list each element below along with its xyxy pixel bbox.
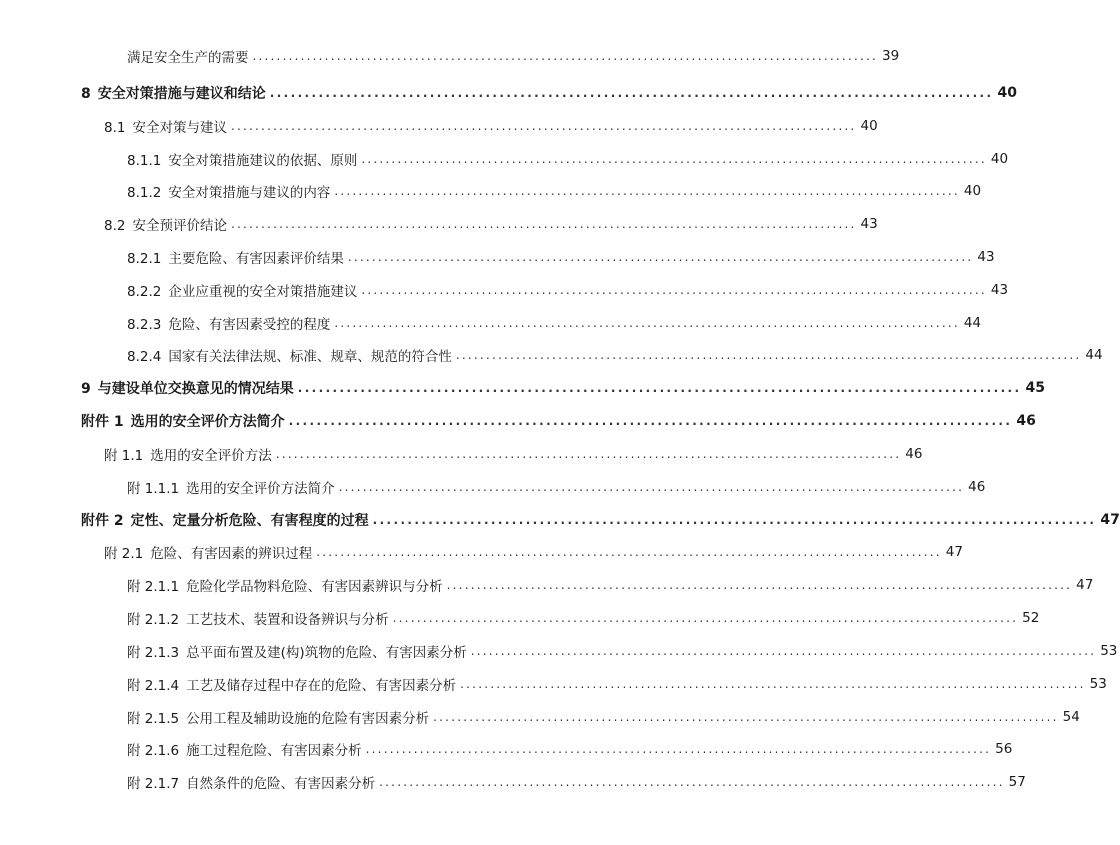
toc-leader-dots: ........................................................................................................ [230,119,857,133]
toc-entry-title: 工艺技术、装置和设备辨识与分析 [186,612,389,628]
toc-leader-dots: ........................................................................................................ [316,545,942,559]
toc-entry-number: 8.2.4 [127,349,162,365]
toc-leader-dots: ........................................................................................................ [230,217,857,231]
toc-entry-page: 43 [990,282,1009,298]
toc-entry-number: 8.2.3 [127,317,162,333]
toc-leader-dots: ........................................................................................................ [460,677,1086,691]
toc-entry-title: 安全对策措施与建议的内容 [168,185,331,201]
toc-entry-appendix-2-1-1[interactable] [127,572,1094,598]
toc-entry-appendix-1-1-1[interactable] [127,474,986,500]
toc-entry-number: 8.1 [104,120,126,136]
toc-entry-appendix-2-1-2[interactable] [127,605,1040,631]
toc-entry-section-8-2-4[interactable] [127,342,1103,368]
toc-entry-appendix-2-1-4[interactable] [127,671,1107,697]
toc-leader-dots: ........................................................................................................ [372,513,1097,527]
toc-entry-number: 9 [81,381,91,397]
toc-entry-page: 53 [1100,643,1118,659]
toc-entry-appendix-2-1-7[interactable] [127,769,1026,795]
toc-entry-title: 自然条件的危险、有害因素分析 [186,776,376,792]
toc-entry-title: 与建设单位交换意见的情况结果 [97,381,294,397]
toc-entry-page: 53 [1089,676,1107,692]
toc-entry-title: 安全预评价结论 [132,218,227,234]
toc-entry-number: 8.2 [104,218,126,234]
toc-entry-title: 定性、定量分析危险、有害程度的过程 [130,513,369,529]
toc-entry-page: 44 [963,315,982,331]
toc-entry-number: 附 1.1 [104,448,144,464]
toc-entry-page: 47 [945,544,963,560]
toc-entry-number: 附 2.1.3 [127,645,180,661]
toc-leader-dots: ........................................................................................................ [365,742,992,756]
toc-entry-section-8-1-2[interactable] [127,178,982,204]
toc-entry-page: 40 [990,151,1009,167]
toc-entry-number: 8.2.2 [127,284,162,300]
toc-entry-number: 8 [81,86,91,102]
toc-entry-number: 8.1.2 [127,185,162,201]
toc-entry-appendix-2-1-5[interactable] [127,704,1080,730]
toc-leader-dots: ........................................................................................................ [338,480,965,494]
toc-entry-section-8-2-2[interactable] [127,277,1009,303]
toc-entry-title: 满足安全生产的需要 [127,50,249,66]
toc-entry-section-8-1-1[interactable] [127,146,1009,172]
toc-entry-appendix-2[interactable] [81,507,1120,533]
toc-entry-number: 附 2.1.2 [127,612,180,628]
toc-entry-number: 附 2.1.6 [127,743,180,759]
toc-leader-dots: ........................................................................................................ [297,381,1022,395]
toc-entry-page: 57 [1008,774,1026,790]
toc-entry-title: 安全对策措施建议的依据、原则 [168,153,358,169]
toc-entry-page: 47 [1076,577,1094,593]
toc-entry-page: 39 [882,48,900,64]
toc-entry-chapter-8[interactable] [81,80,1017,106]
toc-leader-dots: ........................................................................................................ [470,644,1097,658]
toc-entry-number: 附 2.1.7 [127,776,180,792]
toc-entry-title: 施工过程危险、有害因素分析 [186,743,362,759]
toc-leader-dots: ........................................................................................................ [288,414,1013,428]
toc-entry-chapter-9[interactable] [81,375,1045,401]
toc-entry-title: 主要危险、有害因素评价结果 [168,251,344,267]
toc-entry-page: 56 [995,741,1013,757]
toc-entry-section-8-2-3[interactable] [127,310,982,336]
toc-entry-title: 国家有关法律法规、标准、规章、规范的符合性 [168,349,452,365]
toc-entry-page: 46 [968,479,986,495]
toc-entry-title: 选用的安全评价方法简介 [186,481,335,497]
toc-entry-appendix-2-1-6[interactable] [127,736,1013,762]
toc-entry-page: 44 [1085,347,1103,363]
toc-leader-dots: ........................................................................................................ [269,86,994,100]
toc-entry-section-8-2[interactable] [104,211,878,237]
toc-entry-appendix-1[interactable] [81,408,1036,434]
toc-leader-dots: ........................................................................................................ [455,348,1082,362]
toc-entry-number: 8.2.1 [127,251,162,267]
toc-leader-dots: ........................................................................................................ [347,250,974,264]
toc-leader-dots: ........................................................................................................ [252,49,879,63]
toc-entry-page: 46 [905,446,923,462]
toc-entry-page: 40 [997,85,1017,101]
toc-entry-title: 公用工程及辅助设施的危险有害因素分析 [186,711,430,727]
toc-entry-title: 工艺及储存过程中存在的危险、有害因素分析 [186,678,457,694]
toc-entry-page: 43 [860,216,878,232]
toc-leader-dots: ........................................................................................................ [361,283,987,297]
toc-entry-number: 附 2.1.4 [127,678,180,694]
toc-entry-page: 45 [1025,380,1045,396]
toc-entry-number: 附件 2 [81,513,124,529]
toc-leader-dots: ........................................................................................................ [334,316,960,330]
toc-leader-dots: ........................................................................................................ [446,578,1073,592]
toc-entry-appendix-2-1[interactable] [104,539,963,565]
toc-entry-number: 附 1.1.1 [127,481,180,497]
toc-entry-number: 附件 1 [81,414,124,430]
toc-entry-page: 46 [1016,413,1036,429]
toc-leader-dots: ........................................................................................................ [275,447,902,461]
toc-entry-section-8-1[interactable] [104,113,878,139]
toc-entry-title: 危险化学品物料危险、有害因素辨识与分析 [186,579,443,595]
toc-entry-appendix-1-1[interactable] [104,441,923,467]
toc-entry-number: 附 2.1.1 [127,579,180,595]
toc-entry-continuation[interactable] [127,43,900,69]
toc-entry-title: 总平面布置及建(构)筑物的危险、有害因素分析 [186,645,467,661]
toc-entry-title: 企业应重视的安全对策措施建议 [168,284,358,300]
toc-entry-title: 危险、有害因素的辨识过程 [150,546,313,562]
toc-leader-dots: ........................................................................................................ [334,184,960,198]
toc-entry-page: 40 [860,118,878,134]
toc-entry-number: 8.1.1 [127,153,162,169]
toc-entry-page: 52 [1022,610,1040,626]
toc-leader-dots: ........................................................................................................ [433,710,1059,724]
toc-leader-dots: ........................................................................................................ [361,152,987,166]
toc-entry-appendix-2-1-3[interactable] [127,638,1118,664]
toc-entry-number: 附 2.1 [104,546,144,562]
toc-entry-page: 40 [963,183,982,199]
toc-entry-section-8-2-1[interactable] [127,244,995,270]
toc-entry-title: 危险、有害因素受控的程度 [168,317,331,333]
toc-entry-number: 附 2.1.5 [127,711,180,727]
toc-entry-title: 选用的安全评价方法简介 [130,414,285,430]
toc-entry-title: 安全对策措施与建议和结论 [97,86,266,102]
toc-entry-page: 43 [977,249,995,265]
toc-entry-title: 安全对策与建议 [132,120,227,136]
toc-entry-page: 47 [1100,512,1120,528]
toc-leader-dots: ........................................................................................................ [379,775,1005,789]
toc-entry-page: 54 [1062,709,1080,725]
toc-leader-dots: ........................................................................................................ [392,611,1019,625]
toc-entry-title: 选用的安全评价方法 [150,448,272,464]
